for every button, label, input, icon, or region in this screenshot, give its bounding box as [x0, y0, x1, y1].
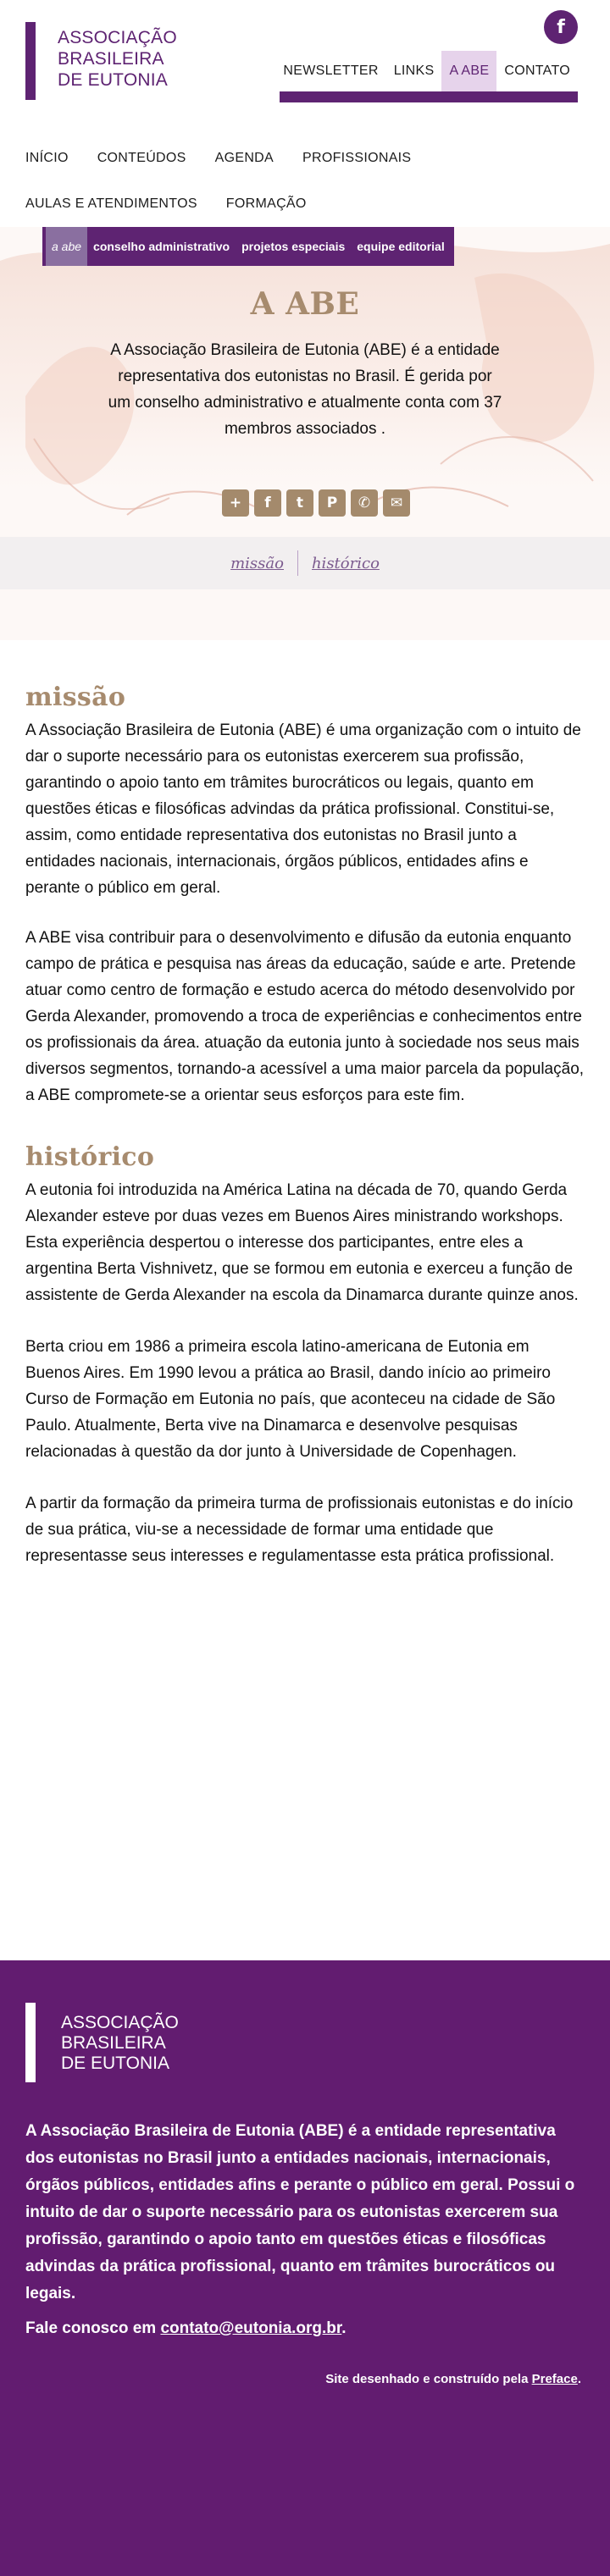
main-content — [0, 683, 610, 1569]
anchor-missao-link[interactable]: missão — [230, 554, 284, 572]
historico-paragraph-3: A partir da formação da primeira turma de profissionais eutonistas e do início de sua prática, viu-se a necessidade de formar uma entidade que representasse seus interesses e regulamentasse esta prática profissional. — [25, 1495, 574, 1565]
footer-contact — [25, 2319, 347, 2338]
top-nav-links[interactable]: LINKS — [393, 64, 435, 78]
logo-line-1: ASSOCIAÇÃO — [58, 28, 177, 47]
logo-line-2: BRASILEIRA — [58, 49, 164, 69]
main-menu-conteudos[interactable]: CONTEÚDOS — [97, 151, 186, 165]
subnav-conselho-administrativo[interactable]: conselho administrativo — [93, 240, 230, 253]
page-title: A ABE — [250, 286, 360, 322]
share-email-icon[interactable]: ✉ — [383, 489, 410, 517]
footer-credit — [325, 2372, 581, 2386]
site-footer — [0, 1960, 610, 2576]
top-nav-contato[interactable]: CONTATO — [504, 64, 570, 78]
main-menu-inicio[interactable]: INÍCIO — [25, 151, 69, 165]
footer-contact-suffix: . — [341, 2319, 347, 2337]
subnav-equipe-editorial[interactable]: equipe editorial — [357, 240, 445, 253]
missao-paragraph-1: A Associação Brasileira de Eutonia (ABE) é uma organização com o intuito de dar o suporte necessário para os eutonistas exercerem sua profissão, garantindo o apoio tanto em trâmites burocráticos ou legais, quanto em questões éticas e filosóficas advindas da prática profissional. Constitui-se, assim, como entidade representativa dos eutonistas no Brasil junto a entidades nacionais, internacionais, órgãos públicos, entidades afins e perante o público em geral. — [25, 721, 581, 897]
anchor-links — [0, 537, 610, 589]
footer-logo[interactable] — [61, 2013, 179, 2074]
anchor-historico-link[interactable]: histórico — [311, 554, 380, 572]
footer-logo-line-1: ASSOCIAÇÃO — [61, 2013, 179, 2032]
footer-logo-line-2: BRASILEIRA — [61, 2033, 166, 2053]
share-pinterest-icon[interactable]: P — [319, 489, 346, 517]
footer-contact-email-link[interactable]: contato@eutonia.org.br — [160, 2319, 342, 2337]
section-subnav — [42, 227, 454, 266]
top-nav — [275, 51, 578, 91]
hero-description: A Associação Brasileira de Eutonia (ABE) é a entidade representativa dos eutonistas no Brasil. É gerida por um conselho administrativo e atualmente conta com 37 membros associados . — [108, 341, 502, 438]
hero — [0, 227, 610, 640]
share-facebook-icon[interactable]: f — [254, 489, 281, 517]
historico-paragraph-1: A eutonia foi introduzida na América Latina na década de 70, quando Gerda Alexander esteve por duas vezes em Buenos Aires ministrando workshops. Esta experiência despertou o interesse dos participantes, entre eles a argentina Berta Vishnivetz, que se formou em eutonia e exerceu a função de assistente de Gerda Alexander na escola da Dinamarca durante quinze anos. — [25, 1181, 579, 1304]
logo-bar — [25, 22, 36, 100]
footer-credit-link[interactable]: Preface — [531, 2372, 578, 2386]
main-menu-agenda[interactable]: AGENDA — [214, 151, 274, 165]
missao-paragraph-2: A ABE visa contribuir para o desenvolvimento e difusão da eutonia enquanto campo de prática e pesquisa nas áreas da educação, saúde e arte. Pretende atuar como centro de formação e estudo acerca do método desenvolvido por Gerda Alexander, promovendo a troca de experiências e conhecimentos entre os profissionais da área. atuação da eutonia junto à sociedade nos seus mais diversos segmentos, tornando-a acessível a uma maior parcela da população, a ABE compromete-se a orientar seus esforços para este fim. — [25, 929, 585, 1104]
share-add-icon[interactable]: + — [222, 489, 249, 517]
footer-logo-line-3: DE EUTONIA — [61, 2054, 169, 2073]
footer-logo-bar — [25, 2003, 36, 2082]
facebook-glyph: f — [557, 16, 565, 38]
main-menu-profissionais[interactable]: PROFISSIONAIS — [302, 151, 412, 165]
facebook-icon[interactable] — [544, 10, 578, 44]
share-whatsapp-icon[interactable]: ✆ — [351, 489, 378, 517]
footer-credit-suffix: . — [577, 2372, 581, 2386]
historico-paragraph-2: Berta criou em 1986 a primeira escola latino-americana de Eutonia em Buenos Aires. Em 1990 levou a prática ao Brasil, dando início ao primeiro Curso de Formação em Eutonia no país, que aconteceu na cidade de São Paulo. Atualmente, Berta vive na Dinamarca e desenvolve pesquisas relacionadas à questão da dor junto à Universidade de Copenhagen. — [25, 1338, 556, 1461]
subnav-a-abe[interactable]: a abe — [46, 227, 87, 266]
main-menu-formacao[interactable]: FORMAÇÃO — [225, 196, 307, 211]
site-logo[interactable] — [58, 27, 177, 91]
logo-line-3: DE EUTONIA — [58, 70, 168, 90]
subnav-projetos-especiais[interactable]: projetos especiais — [241, 240, 346, 253]
footer-description: A Associação Brasileira de Eutonia (ABE) é a entidade representativa dos eutonistas no Brasil junto a entidades nacionais, internacionais, órgãos públicos, entidades afins e perante o público em geral. Possui o intuito de dar o suporte necessário para os eutonistas exercerem sua profissão, garantindo o apoio tanto em questões éticas e filosóficas advindas da prática profissional, quanto em trâmites burocráticos ou legais. — [25, 2122, 575, 2302]
top-nav-a-abe[interactable]: A ABE — [441, 51, 496, 91]
site-header — [0, 0, 610, 135]
historico-heading: histórico — [25, 1142, 155, 1172]
missao-heading: missão — [25, 683, 126, 712]
top-nav-newsletter[interactable]: NEWSLETTER — [283, 64, 379, 78]
top-nav-underline-bar — [280, 91, 578, 102]
main-menu — [0, 135, 610, 227]
share-twitter-icon[interactable]: t — [286, 489, 313, 517]
footer-credit-prefix: Site desenhado e construído pela — [325, 2372, 532, 2386]
main-menu-aulas-atendimentos[interactable]: AULAS E ATENDIMENTOS — [25, 196, 197, 211]
share-buttons — [222, 489, 410, 517]
footer-contact-prefix: Fale conosco em — [25, 2319, 161, 2337]
